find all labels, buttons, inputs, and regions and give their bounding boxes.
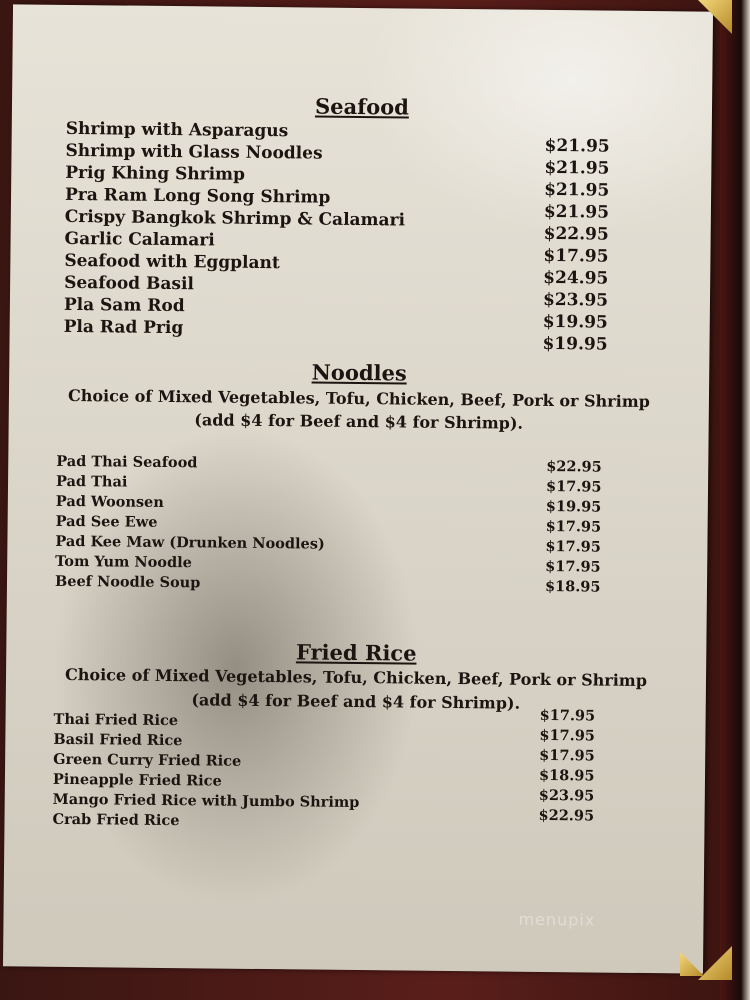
menu-item-name: Shrimp with Glass Noodles: [65, 140, 323, 164]
menu-item-name: Seafood Basil: [64, 272, 195, 295]
menu-item-name: Garlic Calamari: [64, 228, 215, 251]
menu-item-name: Basil Fried Rice: [53, 730, 183, 750]
menu-item-price: $23.95: [538, 786, 595, 805]
menu-item-price: $19.95: [542, 333, 608, 355]
menu-item-price: $21.95: [544, 157, 610, 179]
noodles-title: Noodles: [311, 359, 407, 386]
menu-item-name: Shrimp with Asparagus: [65, 118, 289, 142]
menu-item-price: $19.95: [542, 311, 608, 333]
fried-rice-title: Fried Rice: [295, 639, 417, 666]
menu-item-name: Pla Sam Rod: [63, 294, 185, 317]
menu-item-name: Thai Fried Rice: [53, 710, 179, 730]
menu-item-price: $17.95: [539, 746, 595, 765]
menu-item-price: $19.95: [545, 497, 602, 516]
menu-item-price: $17.95: [545, 477, 602, 496]
menu-cover-edge: [720, 0, 750, 1000]
menu-item-price: $18.95: [538, 766, 595, 785]
menu-item-price: $18.95: [544, 577, 601, 596]
menu-item-name: Green Curry Fried Rice: [53, 750, 242, 770]
noodles-note-line1: Choice of Mixed Vegetables, Tofu, Chicken, Beef, Pork or Shrimp: [67, 385, 650, 412]
menu-item-name: Mango Fried Rice with Jumbo Shrimp: [52, 790, 360, 812]
menu-item-name: Pad Woonsen: [55, 492, 164, 511]
menu-item-name: Prig Khing Shrimp: [65, 162, 246, 185]
menu-item-name: Pad Kee Maw (Drunken Noodles): [55, 532, 325, 553]
menu-item-name: Pad See Ewe: [55, 512, 158, 531]
fried-rice-note-line2: (add $4 for Beef and $4 for Shrimp).: [191, 690, 521, 713]
fried-rice-note-line1: Choice of Mixed Vegetables, Tofu, Chicken, Beef, Pork or Shrimp: [65, 664, 648, 691]
menu-item-name: Crab Fried Rice: [52, 810, 180, 830]
menu-item-price: $17.95: [539, 726, 596, 745]
menu-item-name: Seafood with Eggplant: [64, 250, 280, 274]
menu-item-price: $23.95: [542, 289, 609, 311]
menu-item-price: $17.95: [539, 706, 596, 725]
menu-item-name: Pra Ram Long Song Shrimp: [64, 184, 331, 208]
menu-item-price: $17.95: [545, 557, 601, 576]
menu-item-price: $17.95: [543, 245, 609, 267]
menu-item-price: $21.95: [544, 179, 610, 201]
seafood-title: Seafood: [314, 93, 410, 120]
menu-item-price: $17.95: [545, 537, 601, 556]
watermark-text: menupix: [518, 909, 596, 930]
menu-item-price: $21.95: [544, 135, 610, 157]
menu-item-price: $24.95: [543, 267, 609, 289]
menu-page: [3, 4, 713, 973]
menu-item-price: $22.95: [546, 457, 602, 476]
menu-item-price: $21.95: [543, 201, 610, 223]
menu-item-name: Tom Yum Noodle: [55, 552, 192, 572]
menu-item-name: Crispy Bangkok Shrimp & Calamari: [64, 206, 406, 231]
menu-item-name: Pad Thai: [55, 472, 128, 491]
menu-item-name: Pineapple Fried Rice: [52, 770, 222, 790]
menu-item-name: Pad Thai Seafood: [56, 452, 198, 472]
menu-item-name: Beef Noodle Soup: [54, 572, 201, 592]
menu-item-name: Pla Rad Prig: [63, 316, 184, 339]
menu-item-price: $22.95: [543, 223, 609, 245]
menu-item-price: $17.95: [545, 517, 602, 536]
noodles-note-line2: (add $4 for Beef and $4 for Shrimp).: [194, 410, 524, 433]
menu-item-price: $22.95: [538, 806, 595, 825]
